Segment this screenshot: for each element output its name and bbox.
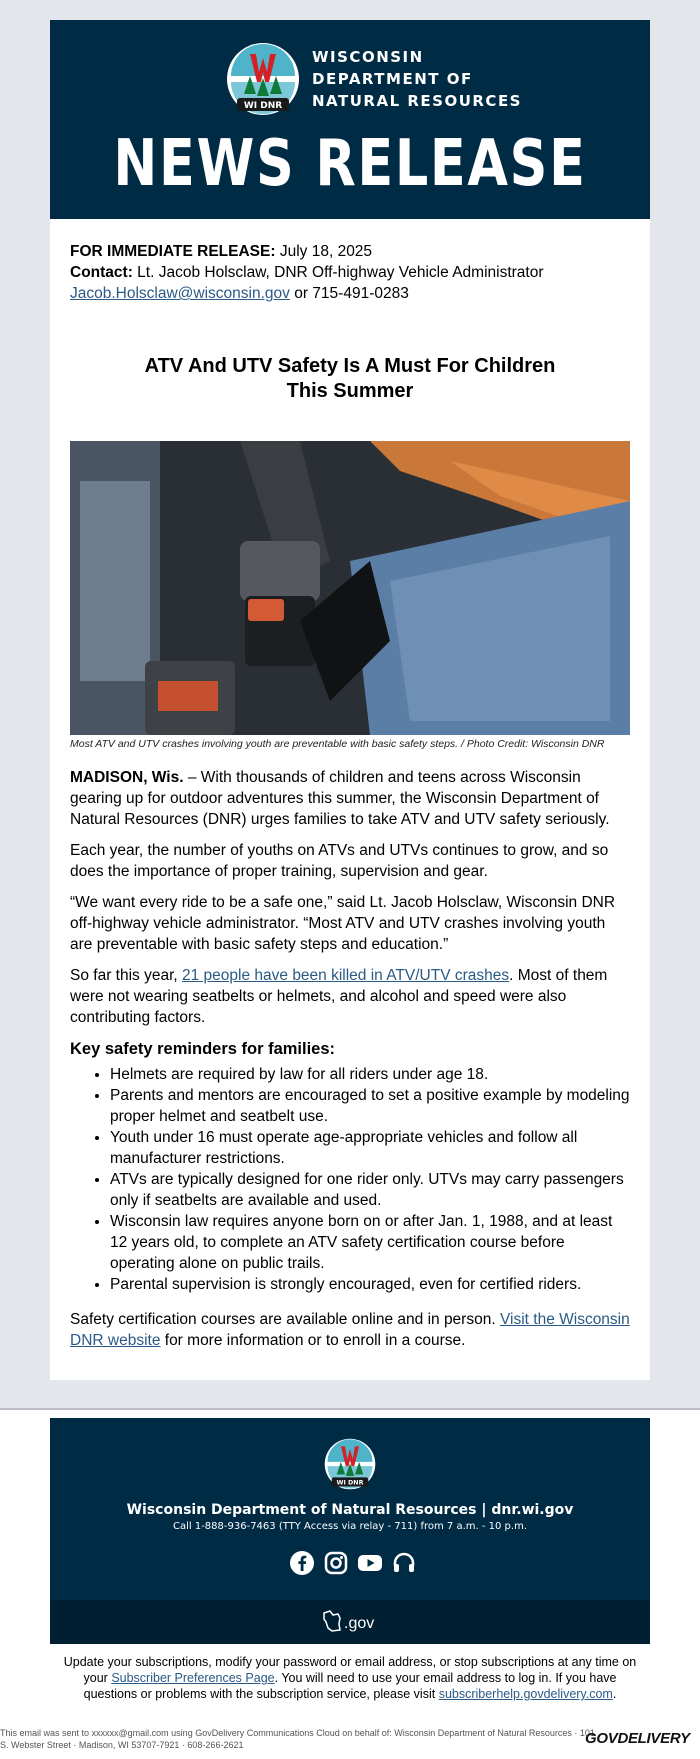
article-body bbox=[70, 767, 630, 1361]
gov-logo-text: .gov bbox=[344, 1615, 375, 1632]
wi-dnr-footer-logo[interactable] bbox=[324, 1438, 376, 1490]
paragraph-3: “We want every ride to be a safe one,” said Lt. Jacob Holsclaw, Wisconsin DNR off-highway vehicle administrator. “Most ATV and UTV crashes involving youth are preventable with basic safety steps and education.” bbox=[70, 894, 616, 953]
list-item: • Youth under 16 must operate age-appropriate vehicles and follow all manufacturer restrictions. bbox=[110, 1127, 630, 1169]
list-item: • Helmets are required by law for all riders under age 18. bbox=[110, 1064, 630, 1085]
podcast-icon[interactable] bbox=[391, 1550, 417, 1576]
reminders-list bbox=[70, 1064, 630, 1295]
reminders-heading: Key safety reminders for families: bbox=[70, 1040, 336, 1058]
org-name bbox=[312, 46, 522, 112]
list-item: • Wisconsin law requires anyone born on or after Jan. 1, 1988, and at least 12 years old, to complete an ATV safety certification course before operating alone on public trails. bbox=[110, 1211, 630, 1274]
article-card bbox=[50, 219, 650, 1380]
release-date: July 18, 2025 bbox=[279, 243, 373, 260]
release-label: FOR IMMEDIATE RELEASE: bbox=[70, 243, 276, 260]
seatbelt-photo bbox=[70, 441, 630, 735]
headline-line-2: This Summer bbox=[286, 380, 414, 402]
footer-call-info: Call 1-888-936-7463 (TTY Access via relay - 711) from 7 a.m. - 10 p.m. bbox=[172, 1521, 527, 1532]
subscriber-preferences-link[interactable]: Subscriber Preferences Page bbox=[111, 1671, 275, 1685]
paragraph-2: Each year, the number of youths on ATVs and UTVs continues to grow, and so does the importance of proper training, supervision and gear. bbox=[70, 842, 609, 880]
closing-paragraph: Safety certification courses are available online and in person. Visit the Wisconsin DNR website for more information or to enroll in a course. bbox=[70, 1311, 630, 1349]
page-title: NEWS RELEASE bbox=[113, 127, 587, 201]
org-line-1: WISCONSIN bbox=[312, 48, 424, 66]
list-item: • ATVs are typically designed for one rider only. UTVs may carry passengers only if seatbelts are available and used. bbox=[110, 1169, 630, 1211]
contact-label: Contact: bbox=[70, 264, 133, 281]
org-line-3: NATURAL RESOURCES bbox=[312, 92, 522, 110]
social-links bbox=[289, 1550, 417, 1576]
dnr-footer bbox=[50, 1418, 650, 1600]
paragraph-4: So far this year, 21 people have been killed in ATV/UTV crashes. Most of them were not wearing seatbelts or helmets, and alcohol and speed were also contributing factors. bbox=[70, 967, 608, 1026]
contact-phone: or 715-491-0283 bbox=[294, 285, 409, 302]
crash-stats-link[interactable]: 21 people have been killed in ATV/UTV crashes bbox=[182, 967, 510, 984]
list-item: • Parents and mentors are encouraged to set a positive example by modeling proper helmet and seatbelt use. bbox=[110, 1085, 630, 1127]
news-release-header bbox=[50, 20, 650, 219]
list-item: • Parental supervision is strongly encouraged, even for certified riders. bbox=[110, 1274, 630, 1295]
dateline: MADISON, Wis. bbox=[70, 769, 184, 786]
wisconsin-outline-icon bbox=[322, 1609, 344, 1633]
govdelivery-brand[interactable]: GOVDELIVERY bbox=[585, 1730, 690, 1747]
contact-name: Lt. Jacob Holsclaw, DNR Off-highway Vehicle Administrator bbox=[137, 264, 544, 281]
article-photo bbox=[70, 441, 630, 735]
paragraph-1: MADISON, Wis. – With thousands of children and teens across Wisconsin gearing up for outdoor adventures this summer, the Wisconsin Department of Natural Resources (DNR) urges families to take ATV and UTV safety seriously. bbox=[70, 769, 610, 828]
photo-caption: Most ATV and UTV crashes involving youth are preventable with basic safety steps. / Photo Credit: Wisconsin DNR bbox=[70, 738, 605, 750]
wi-dnr-logo bbox=[226, 42, 300, 116]
youtube-icon[interactable] bbox=[357, 1550, 383, 1576]
instagram-icon[interactable] bbox=[323, 1550, 349, 1576]
headline-line-1: ATV And UTV Safety Is A Must For Children bbox=[144, 355, 556, 377]
dnr-website-link[interactable]: Visit the Wisconsin DNR website bbox=[70, 1311, 630, 1349]
dnr-brand bbox=[226, 42, 522, 116]
facebook-icon[interactable] bbox=[289, 1550, 315, 1576]
footer-org-name: Wisconsin Department of Natural Resources | dnr.wi.gov bbox=[126, 1502, 574, 1518]
contact-email-link[interactable]: Jacob.Holsclaw@wisconsin.gov bbox=[70, 285, 290, 302]
release-meta bbox=[70, 241, 630, 304]
logo-text: WI DNR bbox=[243, 101, 283, 111]
headline bbox=[70, 354, 630, 404]
legal-notice: This email was sent to xxxxxx@gmail.com using GovDelivery Communications Cloud on behalf of: Wisconsin Department of Natural Resources · 101 S. Webster Street · Madison, WI 53707-7921 · 608-266-2621 bbox=[0, 1728, 595, 1750]
subscription-notice: Update your subscriptions, modify your password or email address, or stop subscriptions at any time on your Subscriber Preferences Page. You will need to use your email address to log in. If you have questions or problems with the subscription service, please visit subscriberhelp.govdelivery.com. bbox=[63, 1655, 637, 1701]
org-line-2: DEPARTMENT OF bbox=[312, 70, 473, 88]
gov-bar bbox=[50, 1600, 650, 1644]
subscriber-help-link[interactable]: subscriberhelp.govdelivery.com bbox=[438, 1687, 613, 1701]
gov-logo[interactable] bbox=[322, 1609, 374, 1633]
footer-logo-text: WI DNR bbox=[336, 1479, 364, 1487]
